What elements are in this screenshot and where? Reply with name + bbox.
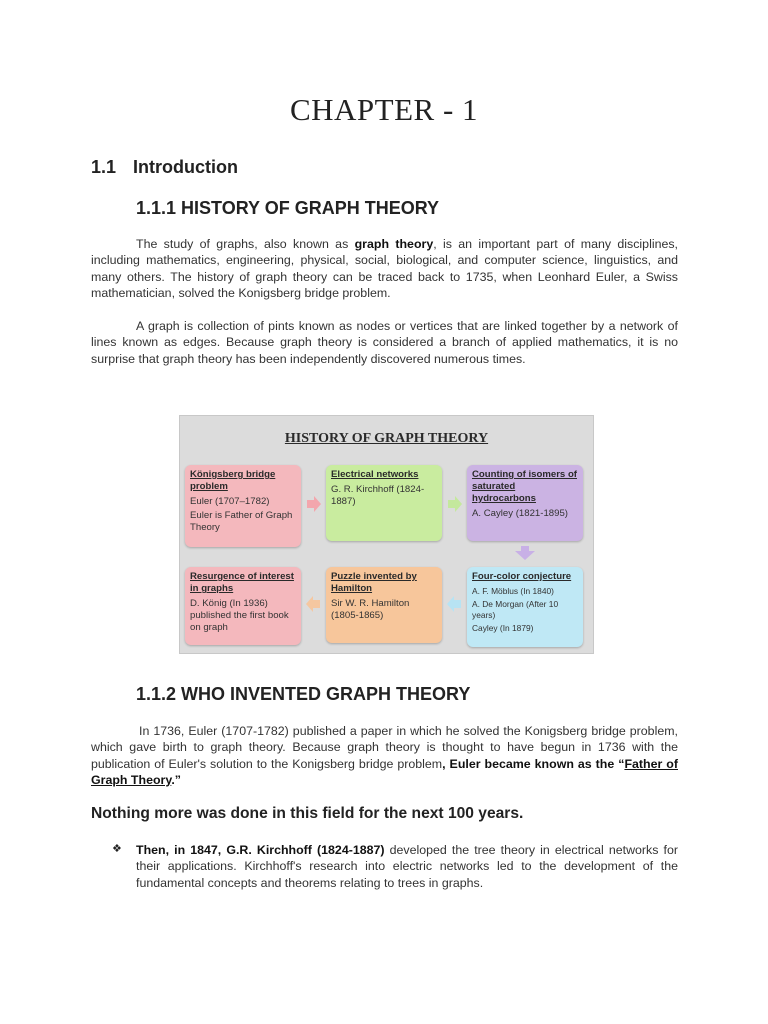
chapter-title: CHAPTER - 1 — [289, 92, 479, 127]
paragraph-euler — [91, 723, 678, 788]
bullet1-text: developed the tree theory in electrical networks for their applications. Kirchhoff's research into electric networks led to the development of the fundamental concepts and theorems relating to trees in graphs. — [136, 843, 678, 890]
history-figure — [179, 415, 594, 654]
para2-text: A graph is collection of pints known as nodes or vertices that are linked together by a network of lines known as edges. Because graph theory is considered a branch of applied mathematics, it is no surprise that graph theory has been independently discovered numerous times. — [91, 319, 678, 366]
card-line: A. F. Möblus (In 1840) — [472, 586, 554, 596]
father-of-graph-theory: Father of Graph Theory — [91, 756, 678, 787]
subsection-heading-history: 1.1.1 HISTORY OF GRAPH THEORY — [136, 198, 440, 218]
para1-before: The study of graphs, also known as — [136, 237, 355, 251]
card-resurgence — [185, 567, 301, 645]
card-isomers — [467, 465, 583, 541]
arrow-left-1 — [447, 596, 461, 612]
card-hamilton-puzzle — [326, 567, 442, 643]
figure-title: HISTORY OF GRAPH THEORY — [284, 431, 489, 446]
card-line: Euler is Father of Graph Theory — [190, 510, 293, 533]
card-line: Euler (1707–1782) — [190, 496, 270, 507]
card-title: Four-color conjecture — [472, 571, 572, 582]
card-line: G. R. Kirchhoff (1824-1887) — [331, 484, 425, 507]
bullet-kirchhoff — [136, 842, 678, 891]
card-electrical-networks — [326, 465, 442, 541]
arrow-right-1 — [307, 496, 321, 512]
bullet1-bold: Then, in 1847, G.R. Kirchhoff (1824-1887) — [136, 843, 385, 857]
section-title: Introduction — [133, 157, 238, 177]
graph-theory-term: graph theory — [354, 237, 434, 251]
subsection-heading-who-invented: 1.1.2 WHO INVENTED GRAPH THEORY — [136, 684, 471, 704]
paragraph-graph-definition — [91, 318, 678, 367]
section-number: 1.1 — [91, 157, 117, 177]
diamond-bullet-icon: ❖ — [112, 843, 122, 855]
card-line: D. König (In 1936) published the first book on graph — [190, 598, 289, 633]
arrow-left-2 — [306, 596, 320, 612]
card-title: Resurgence of interest in graphs — [190, 571, 294, 594]
card-line: Cayley (In 1879) — [472, 623, 534, 633]
arrow-right-2 — [448, 496, 462, 512]
card-line: A. De Morgan (After 10 years) — [472, 599, 559, 620]
para3-bold-end: .” — [171, 772, 181, 787]
card-line: A. Cayley (1821-1895) — [472, 508, 568, 519]
para3-text: In 1736, Euler (1707-1782) published a paper in which he solved the Konigsberg bridge problem, which gave birth to graph theory. Because graph theory is thought to have begun in 1736 with the publication of Euler's solution to the Konigsberg bridge problem — [91, 724, 678, 771]
card-title: Puzzle invented by Hamilton — [331, 571, 417, 594]
card-title: Electrical networks — [331, 469, 419, 480]
paragraph-intro — [91, 236, 678, 301]
card-line: Sir W. R. Hamilton (1805-1865) — [331, 598, 410, 621]
arrow-down — [515, 546, 535, 560]
emphasis-statement: Nothing more was done in this field for the next 100 years. — [91, 805, 524, 822]
section-heading — [91, 157, 238, 178]
card-title: Königsberg bridge problem — [190, 469, 276, 492]
card-title: Counting of isomers of saturated hydrocarbons — [472, 469, 577, 504]
card-four-color — [467, 567, 583, 647]
para3-bold: , Euler became known as the “ — [442, 756, 625, 771]
para1-after: , is an important part of many disciplines, including mathematics, engineering, physical, social, biological, and computer science, linguistics, and many others. The history of graph theory can be traced back to 1735, when Leonhard Euler, a Swiss mathematician, solved the Konigsberg bridge problem. — [91, 237, 678, 300]
card-konigsberg — [185, 465, 301, 547]
